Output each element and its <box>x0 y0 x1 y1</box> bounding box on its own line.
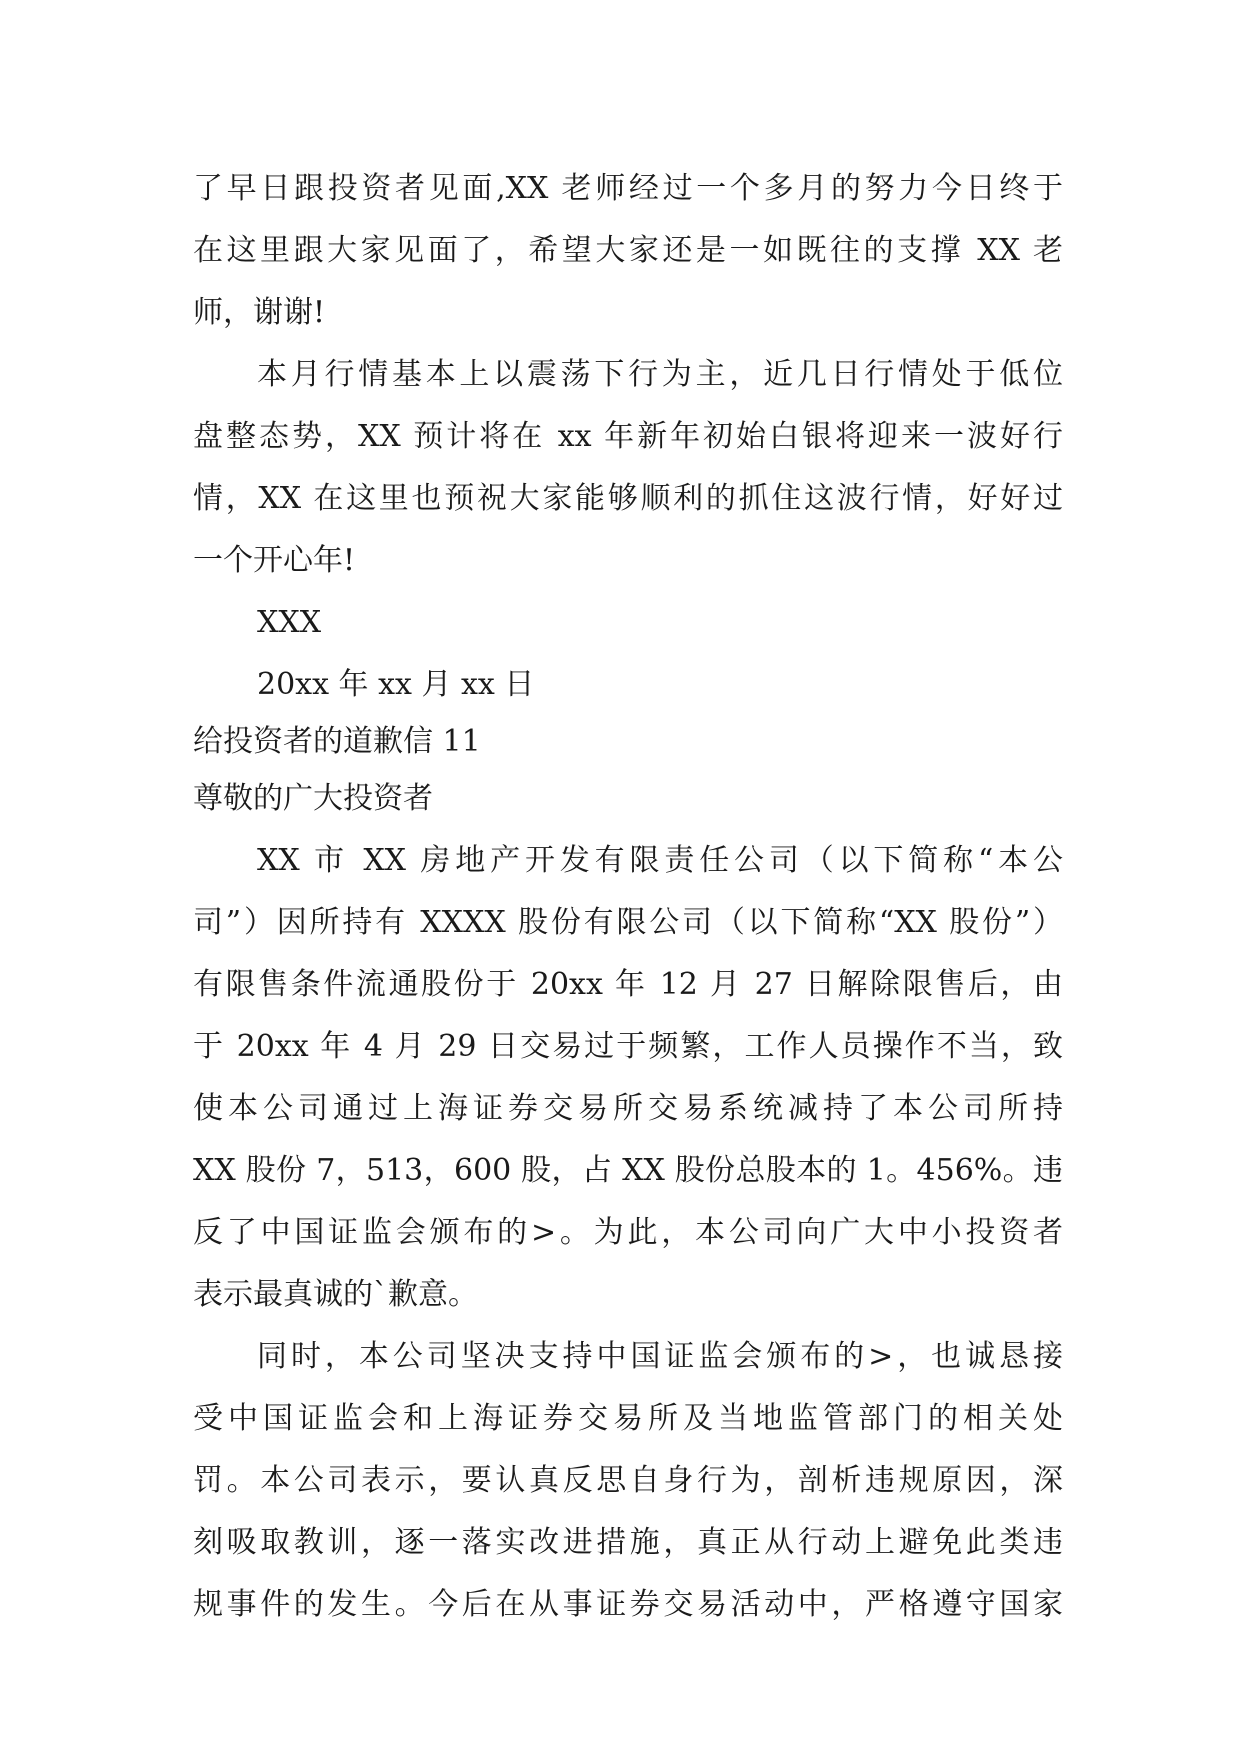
text-line-content: 师，谢谢! <box>193 295 326 330</box>
text-line <box>193 716 1063 768</box>
text-line <box>193 768 1063 830</box>
text-line-content: 给投资者的道歉信 11 <box>193 724 481 759</box>
text-line-content: 刻吸取教训，逐一落实改进措施，真正从行动上避免此类违 <box>193 1525 1063 1560</box>
text-line-content: XXX <box>257 605 322 640</box>
text-line <box>193 1140 1063 1202</box>
text-line <box>193 282 1063 344</box>
text-line <box>193 592 1063 654</box>
text-line <box>193 1450 1063 1512</box>
text-line <box>193 830 1063 892</box>
text-line-content: 盘整态势，XX 预计将在 xx 年新年初始白银将迎来一波好行 <box>193 419 1063 454</box>
text-line <box>193 1326 1063 1388</box>
text-line-content: 一个开心年! <box>193 543 356 578</box>
text-line-content: 反了中国证监会颁布的>。为此，本公司向广大中小投资者 <box>193 1215 1063 1250</box>
text-line-content: 罚。本公司表示，要认真反思自身行为，剖析违规原因，深 <box>193 1463 1063 1498</box>
text-line <box>193 1388 1063 1450</box>
text-line-content: 规事件的发生。今后在从事证券交易活动中，严格遵守国家 <box>193 1587 1063 1622</box>
text-line <box>193 1016 1063 1078</box>
text-line <box>193 220 1063 282</box>
text-line <box>193 344 1063 406</box>
text-line <box>193 158 1063 220</box>
text-line-content: 同时，本公司坚决支持中国证监会颁布的>，也诚恳接 <box>257 1339 1063 1374</box>
text-line-content: 情，XX 在这里也预祝大家能够顺利的抓住这波行情，好好过 <box>193 481 1063 516</box>
text-line <box>193 954 1063 1016</box>
document-body <box>193 158 1063 1636</box>
text-line-content: 20xx 年 xx 月 xx 日 <box>257 667 535 702</box>
text-line-content: 尊敬的广大投资者 <box>193 781 433 816</box>
text-line <box>193 1078 1063 1140</box>
text-line <box>193 1574 1063 1636</box>
text-line <box>193 468 1063 530</box>
text-line-content: 了早日跟投资者见面,XX 老师经过一个多月的努力今日终于 <box>193 171 1063 206</box>
text-line-content: XX 股份 7，513，600 股，占 XX 股份总股本的 1。456%。违 <box>193 1153 1063 1188</box>
text-line-content: 使本公司通过上海证券交易所交易系统减持了本公司所持 <box>193 1091 1063 1126</box>
text-line-content: 于 20xx 年 4 月 29 日交易过于频繁，工作人员操作不当，致 <box>193 1029 1063 1064</box>
text-line <box>193 406 1063 468</box>
text-line <box>193 1202 1063 1264</box>
text-line <box>193 530 1063 592</box>
text-line-content: 表示最真诚的`歉意。 <box>193 1277 478 1312</box>
text-line <box>193 1512 1063 1574</box>
text-line-content: 受中国证监会和上海证券交易所及当地监管部门的相关处 <box>193 1401 1063 1436</box>
text-line-content: 有限售条件流通股份于 20xx 年 12 月 27 日解除限售后，由 <box>193 967 1063 1002</box>
text-line-content: 本月行情基本上以震荡下行为主，近几日行情处于低位 <box>257 357 1063 392</box>
text-line-content: 司”）因所持有 XXXX 股份有限公司（以下简称“XX 股份”） <box>193 905 1063 940</box>
text-line <box>193 1264 1063 1326</box>
text-line-content: XX 市 XX 房地产开发有限责任公司（以下简称“本公 <box>257 843 1063 878</box>
text-line-content: 在这里跟大家见面了，希望大家还是一如既往的支撑 XX 老 <box>193 233 1063 268</box>
text-line <box>193 892 1063 954</box>
text-line <box>193 654 1063 716</box>
